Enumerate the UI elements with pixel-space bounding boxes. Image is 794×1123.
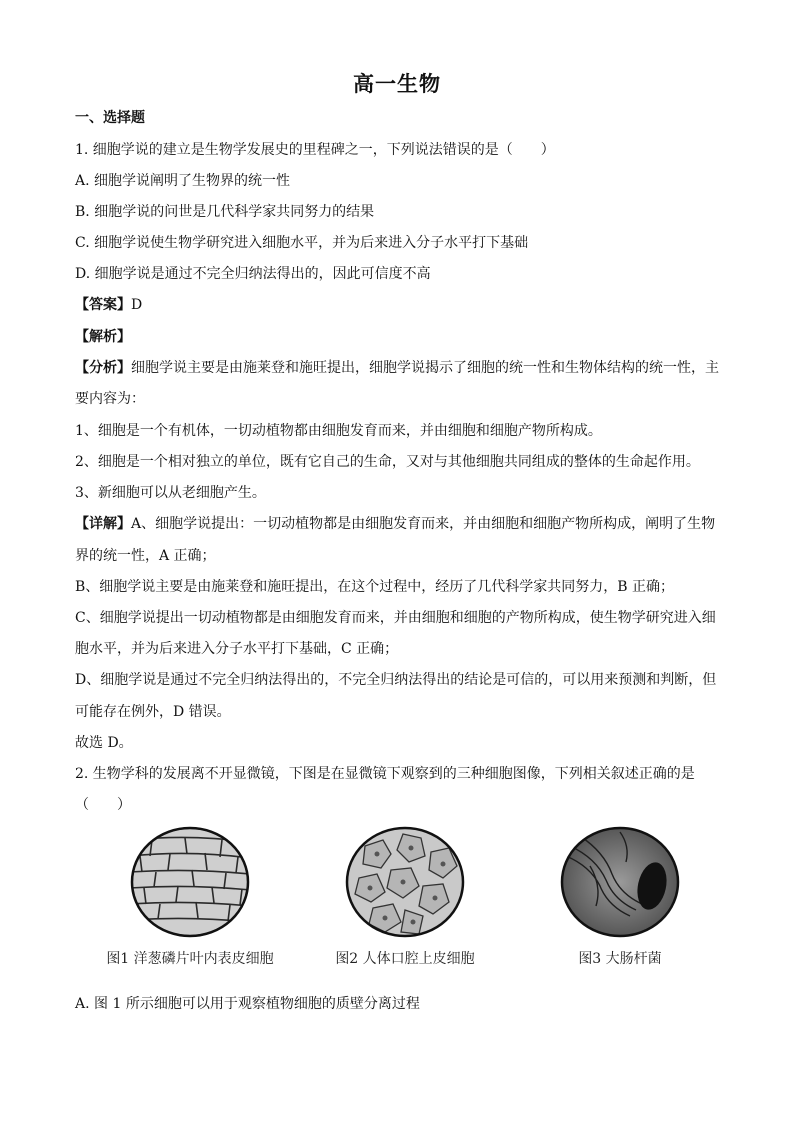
fenxi-line-2: 要内容为： [75, 391, 145, 407]
onion-epidermis-micrograph [130, 826, 250, 938]
answer-tag: 【答案】 [75, 297, 131, 313]
page-title: 高一生物 [353, 71, 441, 96]
xiangjie-d1: D、细胞学说是通过不完全归纳法得出的，不完全归纳法得出的结论是可信的，可以用来预测和判断，但 [75, 672, 717, 688]
figure-3-caption: 图3 大肠杆菌 [578, 951, 662, 967]
q2-stem-2: （ ） [75, 797, 131, 813]
figure-2-caption: 图2 人体口腔上皮细胞 [335, 951, 475, 967]
q2-stem-1: 2. 生物学科的发展离不开显微镜，下图是在显微镜下观察到的三种细胞图像，下列相关叙述正确的是 [75, 766, 695, 782]
fenxi-tag: 【分析】 [75, 360, 131, 376]
micrograph-figures [90, 826, 730, 976]
ecoli-micrograph [560, 826, 680, 938]
xiangjie-tag: 【详解】 [75, 516, 131, 532]
point-3: 3、新细胞可以从老细胞产生。 [75, 485, 266, 501]
fenxi-line-1 [75, 358, 719, 378]
section-heading: 一、选择题 [75, 110, 145, 126]
xiangjie-c2: 胞水平，并为后来进入分子水平打下基础，C 正确； [75, 641, 399, 657]
q1-stem: 1. 细胞学说的建立是生物学发展史的里程碑之一，下列说法错误的是（ ） [75, 142, 555, 158]
point-1: 1、细胞是一个有机体，一切动植物都由细胞发育而来，并由细胞和细胞产物所构成。 [75, 423, 602, 439]
q1-option-c: C. 细胞学说使生物学研究进入细胞水平，并为后来进入分子水平打下基础 [75, 235, 529, 251]
xiangjie-a2: 界的统一性，A 正确； [75, 548, 216, 564]
q1-conclusion: 故选 D。 [75, 735, 133, 751]
cheek-epithelial-micrograph [345, 826, 465, 938]
figure-1-caption: 图1 洋葱磷片叶内表皮细胞 [106, 951, 274, 967]
figure-2 [305, 826, 505, 968]
xiangjie-b: B、细胞学说主要是由施莱登和施旺提出，在这个过程中，经历了几代科学家共同努力，B 正确； [75, 579, 675, 595]
analysis-tag: 【解析】 [75, 329, 131, 345]
q1-option-d: D. 细胞学说是通过不完全归纳法得出的，因此可信度不高 [75, 266, 431, 282]
figure-1 [90, 826, 290, 968]
xiangjie-line-a1 [75, 514, 715, 534]
q1-option-a: A. 细胞学说阐明了生物界的统一性 [75, 173, 291, 189]
figure-3 [520, 826, 720, 968]
q1-option-b: B. 细胞学说的问世是几代科学家共同努力的结果 [75, 204, 375, 220]
fenxi-text: 细胞学说主要是由施莱登和施旺提出，细胞学说揭示了细胞的统一性和生物体结构的统一性，主 [131, 360, 719, 376]
xiangjie-a1: A、细胞学说提出：一切动植物都是由细胞发育而来，并由细胞和细胞产物所构成，阐明了生物 [131, 516, 716, 532]
xiangjie-d2: 可能存在例外，D 错误。 [75, 704, 231, 720]
q2-option-a: A. 图 1 所示细胞可以用于观察植物细胞的质壁分离过程 [75, 996, 420, 1012]
xiangjie-c1: C、细胞学说提出一切动植物都是由细胞发育而来，并由细胞和细胞的产物所构成，使生物学研究进入细 [75, 610, 716, 626]
answer-value: D [131, 297, 143, 313]
point-2: 2、细胞是一个相对独立的单位，既有它自己的生命，又对与其他细胞共同组成的整体的生命起作用。 [75, 454, 700, 470]
q1-answer-line [75, 295, 142, 315]
